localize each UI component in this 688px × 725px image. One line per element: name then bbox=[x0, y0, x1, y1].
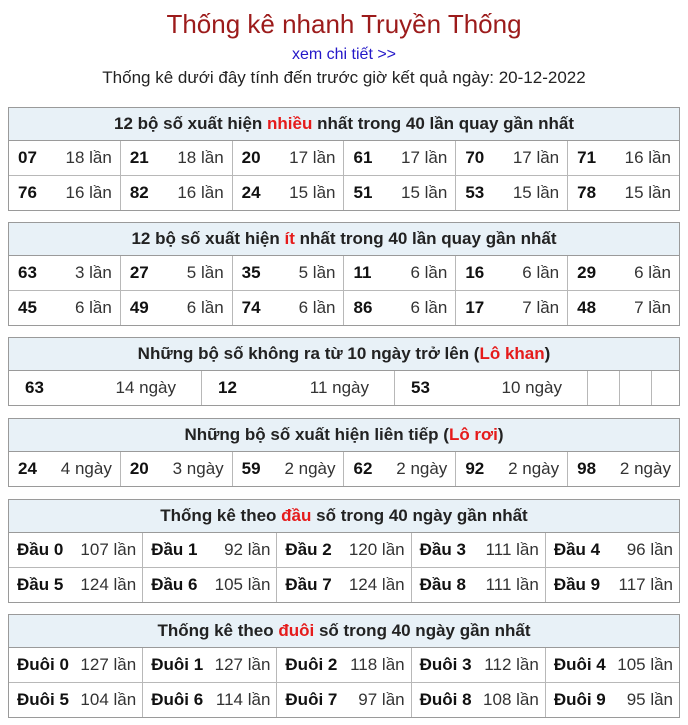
stat-count: 111 lần bbox=[485, 575, 539, 594]
stat-cell bbox=[343, 141, 455, 175]
stat-row bbox=[9, 648, 679, 682]
stat-number: 49 bbox=[129, 298, 149, 317]
stat-row bbox=[9, 682, 679, 717]
lo-roi-number: 62 bbox=[353, 459, 373, 478]
stat-number: Đầu 2 bbox=[285, 540, 332, 559]
stat-number: Đầu 4 bbox=[553, 540, 601, 559]
lo-roi-number: 92 bbox=[465, 459, 485, 478]
stat-cell bbox=[343, 291, 455, 325]
stat-row bbox=[9, 256, 679, 290]
stat-cell bbox=[276, 683, 410, 717]
stat-cell bbox=[120, 291, 232, 325]
empty-cell bbox=[620, 371, 652, 405]
stat-count: 97 lần bbox=[358, 690, 405, 709]
stat-number: Đầu 3 bbox=[419, 540, 466, 559]
lo-roi-days: 3 ngày bbox=[172, 459, 224, 478]
stat-count: 117 lần bbox=[618, 575, 674, 594]
stat-number: 53 bbox=[465, 183, 485, 202]
stat-cell bbox=[545, 568, 679, 602]
dau-grid bbox=[9, 533, 679, 602]
lo-roi-days: 4 ngày bbox=[60, 459, 112, 478]
heading-text: ) bbox=[497, 425, 504, 444]
stat-number: Đuôi 9 bbox=[553, 690, 606, 709]
stat-cell bbox=[545, 648, 679, 682]
stat-count: 111 lần bbox=[485, 540, 539, 559]
stat-number: Đầu 6 bbox=[151, 575, 198, 594]
stat-cell bbox=[545, 683, 679, 717]
lo-khan-days: 11 ngày bbox=[309, 378, 369, 397]
lo-khan-box bbox=[8, 337, 680, 406]
heading-text: Những bộ số xuất hiện liên tiếp ( bbox=[184, 425, 449, 444]
stat-number: 86 bbox=[353, 298, 373, 317]
duoi-heading bbox=[9, 615, 679, 648]
stat-cell bbox=[232, 256, 344, 290]
stat-cell bbox=[9, 256, 120, 290]
lo-roi-row bbox=[9, 452, 679, 486]
heading-text: Thống kê theo bbox=[157, 621, 279, 640]
lo-roi-days: 2 ngày bbox=[284, 459, 336, 478]
stat-number: Đầu 8 bbox=[419, 575, 466, 594]
stat-number: Đuôi 0 bbox=[17, 655, 69, 674]
most-frequent-heading bbox=[9, 108, 679, 141]
stat-count: 107 lần bbox=[80, 540, 137, 559]
lo-roi-cell bbox=[343, 452, 455, 486]
lo-khan-cell bbox=[395, 371, 588, 405]
stat-count: 5 lần bbox=[186, 263, 224, 282]
stat-count: 96 lần bbox=[626, 540, 674, 559]
stat-count: 6 lần bbox=[410, 263, 448, 282]
stat-cell bbox=[343, 176, 455, 210]
stat-count: 92 lần bbox=[224, 540, 271, 559]
stat-number: Đuôi 3 bbox=[419, 655, 472, 674]
heading-text: 12 bộ số xuất hiện bbox=[113, 114, 268, 133]
heading-text: số trong 40 ngày gần nhất bbox=[314, 621, 531, 640]
stat-cell bbox=[142, 683, 276, 717]
stat-cell bbox=[232, 141, 344, 175]
stat-count: 124 lần bbox=[348, 575, 405, 594]
stat-number: Đuôi 7 bbox=[285, 690, 338, 709]
stat-number: 74 bbox=[241, 298, 261, 317]
stat-count: 6 lần bbox=[74, 298, 112, 317]
stat-number: 17 bbox=[465, 298, 485, 317]
empty-cell bbox=[652, 371, 679, 405]
stat-cell bbox=[142, 648, 276, 682]
stat-cell bbox=[142, 568, 276, 602]
stat-cell bbox=[9, 141, 120, 175]
stat-count: 6 lần bbox=[522, 263, 560, 282]
stat-number: 20 bbox=[241, 148, 261, 167]
stat-count: 3 lần bbox=[74, 263, 112, 282]
stat-number: 51 bbox=[353, 183, 373, 202]
lo-roi-cell bbox=[567, 452, 679, 486]
lo-roi-number: 98 bbox=[577, 459, 597, 478]
page-subtitle: Thống kê dưới đây tính đến trước giờ kết quả ngày: 20-12-2022 bbox=[102, 68, 586, 87]
lo-roi-number: 24 bbox=[18, 459, 37, 478]
stat-number: 48 bbox=[577, 298, 597, 317]
stat-cell bbox=[545, 533, 679, 567]
lo-roi-number: 20 bbox=[129, 459, 149, 478]
stat-count: 127 lần bbox=[214, 655, 271, 674]
lo-roi-cell bbox=[9, 452, 120, 486]
heading-text: Những bộ số không ra từ 10 ngày trở lên ( bbox=[137, 344, 480, 363]
stat-cell bbox=[411, 533, 545, 567]
lo-khan-days: 14 ngày bbox=[115, 378, 176, 397]
stat-count: 127 lần bbox=[80, 655, 137, 674]
stat-cell bbox=[455, 176, 567, 210]
stat-cell bbox=[567, 291, 679, 325]
stat-count: 15 lần bbox=[624, 183, 671, 202]
stat-count: 120 lần bbox=[348, 540, 405, 559]
page-header bbox=[0, 0, 688, 90]
stat-count: 5 lần bbox=[298, 263, 336, 282]
stat-number: Đuôi 2 bbox=[285, 655, 338, 674]
stat-number: Đuôi 8 bbox=[419, 690, 472, 709]
stat-number: 27 bbox=[129, 263, 149, 282]
most-frequent-box bbox=[8, 107, 680, 211]
lo-khan-number: 12 bbox=[218, 378, 237, 397]
stat-number: 11 bbox=[353, 263, 372, 282]
stat-number: 16 bbox=[465, 263, 485, 282]
stat-count: 17 lần bbox=[512, 148, 560, 167]
stat-count: 15 lần bbox=[400, 183, 448, 202]
stat-number: 61 bbox=[353, 148, 373, 167]
stat-cell bbox=[120, 256, 232, 290]
stat-count: 104 lần bbox=[80, 690, 137, 709]
lo-khan-cell bbox=[9, 371, 202, 405]
lo-roi-days: 2 ngày bbox=[396, 459, 448, 478]
heading-highlight: nhiều bbox=[267, 114, 313, 133]
stat-cell bbox=[455, 256, 567, 290]
stat-cell bbox=[9, 533, 142, 567]
empty-cell bbox=[588, 371, 620, 405]
least-frequent-box bbox=[8, 222, 680, 326]
stat-count: 105 lần bbox=[617, 655, 674, 674]
heading-text: số trong 40 ngày gần nhất bbox=[311, 506, 528, 525]
lo-roi-heading bbox=[9, 419, 679, 452]
stat-count: 6 lần bbox=[298, 298, 336, 317]
dau-box bbox=[8, 499, 680, 603]
details-link[interactable]: xem chi tiết >> bbox=[291, 46, 397, 63]
stat-count: 95 lần bbox=[626, 690, 674, 709]
stat-number: Đuôi 4 bbox=[553, 655, 606, 674]
stat-cell bbox=[9, 176, 120, 210]
stat-cell bbox=[455, 141, 567, 175]
stat-number: 82 bbox=[129, 183, 149, 202]
stat-row bbox=[9, 533, 679, 567]
lo-roi-days: 2 ngày bbox=[619, 459, 671, 478]
stat-cell bbox=[232, 291, 344, 325]
lo-roi-cell bbox=[120, 452, 232, 486]
stat-count: 18 lần bbox=[65, 148, 112, 167]
stat-count: 15 lần bbox=[512, 183, 560, 202]
stat-number: Đuôi 5 bbox=[17, 690, 69, 709]
stat-number: Đầu 9 bbox=[553, 575, 601, 594]
stat-count: 7 lần bbox=[522, 298, 560, 317]
most-frequent-grid bbox=[9, 141, 679, 210]
heading-highlight: ít bbox=[284, 229, 295, 248]
lo-khan-days: 10 ngày bbox=[501, 378, 562, 397]
stat-cell bbox=[142, 533, 276, 567]
stat-count: 114 lần bbox=[215, 690, 271, 709]
stat-number: Đầu 0 bbox=[17, 540, 64, 559]
stat-count: 6 lần bbox=[186, 298, 224, 317]
lo-roi-cell bbox=[455, 452, 567, 486]
stat-count: 6 lần bbox=[410, 298, 448, 317]
stat-cell bbox=[9, 683, 142, 717]
stat-count: 17 lần bbox=[289, 148, 336, 167]
stat-number: Đuôi 1 bbox=[151, 655, 204, 674]
stat-number: Đầu 1 bbox=[151, 540, 198, 559]
stat-cell bbox=[411, 568, 545, 602]
stat-count: 124 lần bbox=[80, 575, 137, 594]
page-title: Thống kê nhanh Truyền Thống bbox=[166, 9, 522, 39]
heading-text: nhất trong 40 lần quay gần nhất bbox=[312, 114, 575, 133]
stat-number: 63 bbox=[18, 263, 37, 282]
stat-count: 6 lần bbox=[634, 263, 671, 282]
stat-cell bbox=[9, 568, 142, 602]
heading-highlight: đầu bbox=[281, 506, 312, 525]
stat-number: 71 bbox=[577, 148, 597, 167]
stat-number: 07 bbox=[18, 148, 37, 167]
stat-cell bbox=[455, 291, 567, 325]
stat-row bbox=[9, 141, 679, 175]
stat-cell bbox=[567, 141, 679, 175]
stat-count: 105 lần bbox=[214, 575, 271, 594]
lo-roi-cell bbox=[232, 452, 344, 486]
heading-text: Thống kê theo bbox=[160, 506, 282, 525]
stat-count: 16 lần bbox=[65, 183, 112, 202]
stat-cell bbox=[276, 533, 410, 567]
stat-number: Đầu 7 bbox=[285, 575, 332, 594]
stat-cell bbox=[120, 141, 232, 175]
stat-cell bbox=[120, 176, 232, 210]
heading-text: nhất trong 40 lần quay gần nhất bbox=[294, 229, 557, 248]
heading-highlight: Lô khan bbox=[479, 344, 545, 363]
stat-cell bbox=[411, 683, 545, 717]
stat-count: 18 lần bbox=[177, 148, 224, 167]
stat-number: 78 bbox=[577, 183, 597, 202]
heading-highlight: đuôi bbox=[278, 621, 315, 640]
stat-number: 70 bbox=[465, 148, 485, 167]
stat-count: 108 lần bbox=[483, 690, 539, 709]
stat-cell bbox=[343, 256, 455, 290]
stat-number: 29 bbox=[577, 263, 597, 282]
stat-count: 16 lần bbox=[177, 183, 224, 202]
stat-cell bbox=[567, 256, 679, 290]
stat-count: 7 lần bbox=[634, 298, 671, 317]
stat-number: 21 bbox=[129, 148, 149, 167]
lo-khan-number: 63 bbox=[25, 378, 44, 397]
stat-count: 15 lần bbox=[289, 183, 336, 202]
lo-khan-heading bbox=[9, 338, 679, 371]
stat-count: 112 lần bbox=[484, 655, 539, 674]
stat-number: Đầu 5 bbox=[17, 575, 64, 594]
stat-count: 118 lần bbox=[350, 655, 405, 674]
stat-row bbox=[9, 175, 679, 210]
stat-number: 24 bbox=[241, 183, 261, 202]
stat-row bbox=[9, 290, 679, 325]
stat-count: 16 lần bbox=[624, 148, 671, 167]
heading-text: ) bbox=[544, 344, 551, 363]
stat-cell bbox=[276, 568, 410, 602]
stat-number: 76 bbox=[18, 183, 37, 202]
stat-cell bbox=[232, 176, 344, 210]
lo-khan-cell bbox=[202, 371, 395, 405]
duoi-grid bbox=[9, 648, 679, 717]
stat-number: 35 bbox=[241, 263, 261, 282]
stat-cell bbox=[276, 648, 410, 682]
lo-khan-number: 53 bbox=[411, 378, 430, 397]
least-frequent-heading bbox=[9, 223, 679, 256]
lo-roi-box bbox=[8, 418, 680, 487]
heading-highlight: Lô rơi bbox=[448, 425, 498, 444]
stat-number: Đuôi 6 bbox=[151, 690, 204, 709]
stat-cell bbox=[411, 648, 545, 682]
lo-roi-number: 59 bbox=[241, 459, 261, 478]
least-frequent-grid bbox=[9, 256, 679, 325]
stat-number: 45 bbox=[18, 298, 37, 317]
duoi-box bbox=[8, 614, 680, 718]
stat-count: 17 lần bbox=[400, 148, 448, 167]
lo-roi-days: 2 ngày bbox=[508, 459, 560, 478]
lo-khan-row bbox=[9, 371, 679, 405]
dau-heading bbox=[9, 500, 679, 533]
stat-row bbox=[9, 567, 679, 602]
heading-text: 12 bộ số xuất hiện bbox=[131, 229, 285, 248]
stat-cell bbox=[567, 176, 679, 210]
stat-cell bbox=[9, 291, 120, 325]
stat-cell bbox=[9, 648, 142, 682]
